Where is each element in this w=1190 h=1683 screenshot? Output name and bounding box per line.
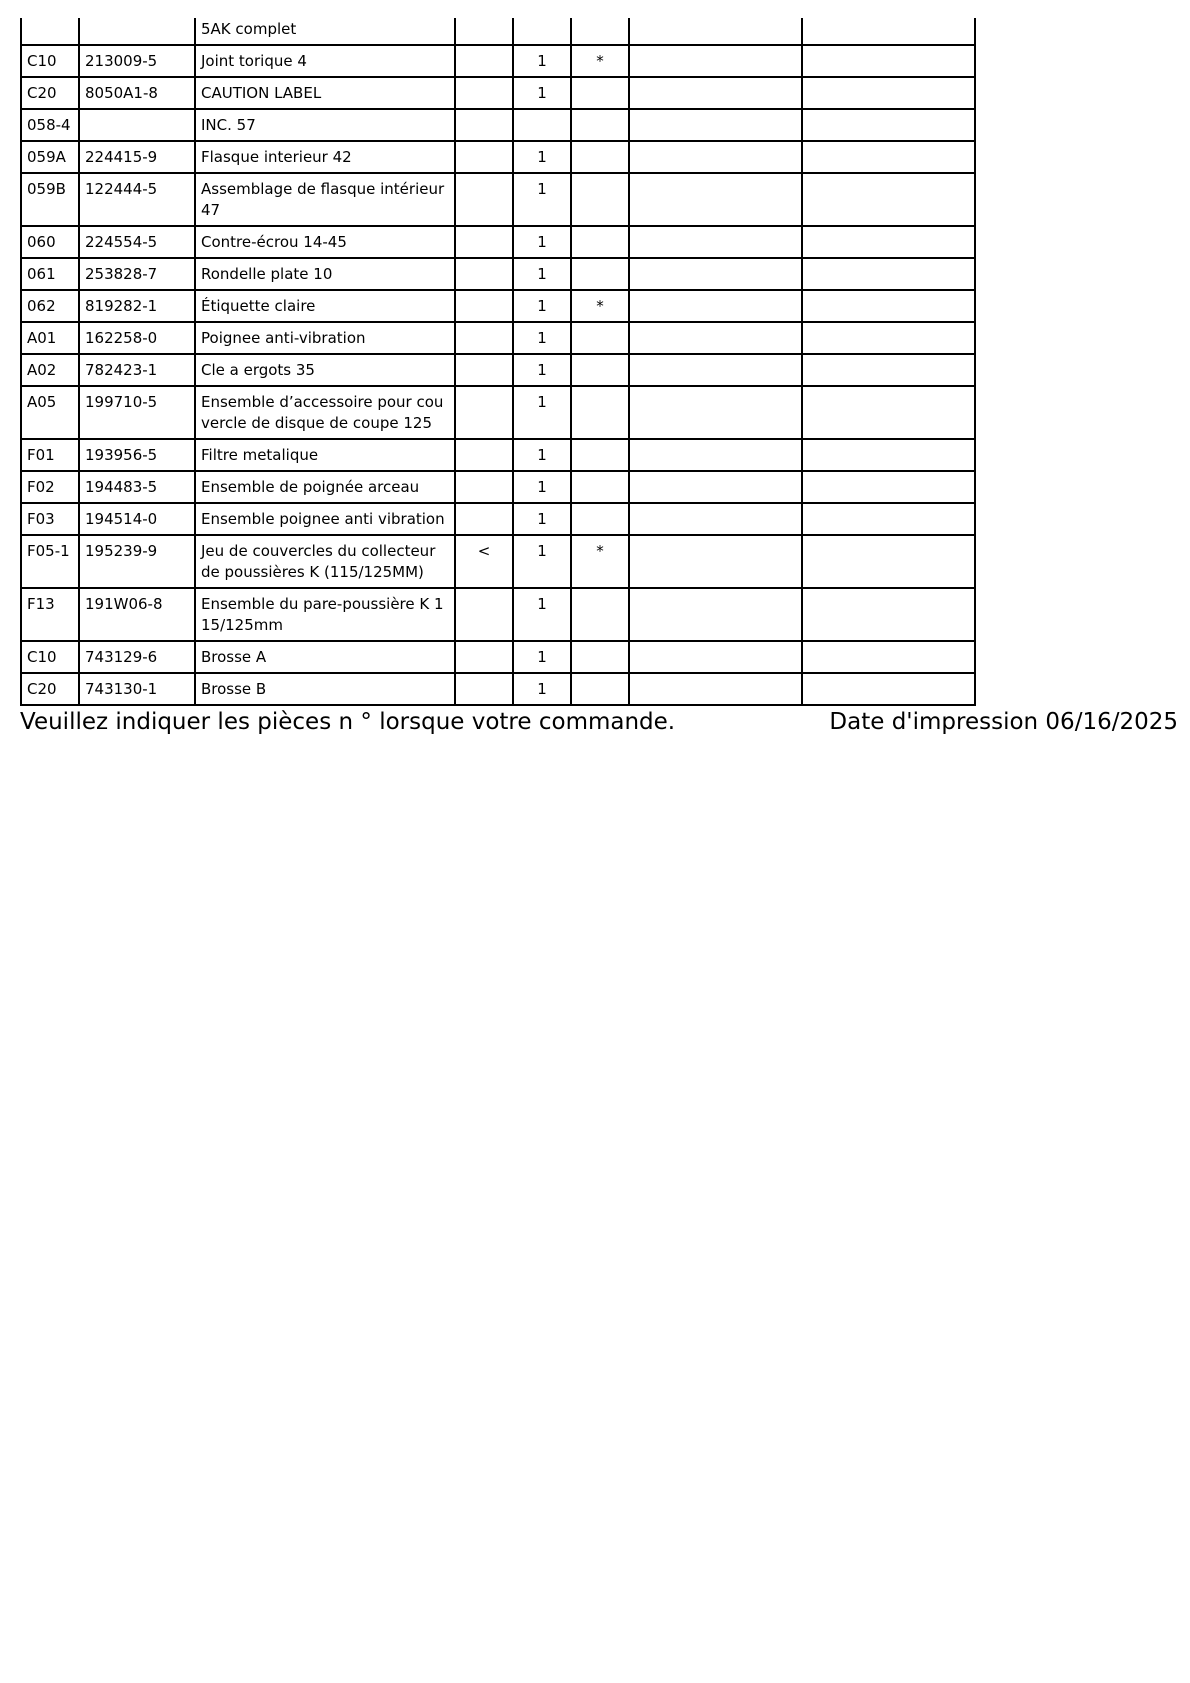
note-cell	[455, 173, 513, 226]
item-number-cell: A05	[21, 386, 79, 439]
flag-cell: *	[571, 535, 629, 588]
part-number-cell: 199710-5	[79, 386, 195, 439]
note-cell	[455, 290, 513, 322]
description-cell: Joint torique 4	[195, 45, 455, 77]
quantity-cell: 1	[513, 503, 571, 535]
description-cell: Filtre metalique	[195, 439, 455, 471]
note-cell	[455, 226, 513, 258]
description-cell: Brosse A	[195, 641, 455, 673]
note-cell	[455, 439, 513, 471]
extra-cell	[629, 77, 802, 109]
quantity-cell: 1	[513, 173, 571, 226]
flag-cell	[571, 354, 629, 386]
description-cell: Ensemble du pare-poussière K 115/125mm	[195, 588, 455, 641]
table-row	[21, 471, 975, 503]
extra-cell	[629, 322, 802, 354]
quantity-cell: 1	[513, 141, 571, 173]
flag-cell: *	[571, 45, 629, 77]
item-number-cell: 059B	[21, 173, 79, 226]
description-cell: Ensemble poignee anti vibration	[195, 503, 455, 535]
quantity-cell: 1	[513, 290, 571, 322]
quantity-cell	[513, 18, 571, 45]
extra-cell	[629, 45, 802, 77]
quantity-cell	[513, 109, 571, 141]
table-row	[21, 18, 975, 45]
table-row	[21, 141, 975, 173]
note-cell	[455, 45, 513, 77]
part-number-cell: 162258-0	[79, 322, 195, 354]
note-cell	[455, 354, 513, 386]
part-number-cell: 819282-1	[79, 290, 195, 322]
note-cell	[455, 386, 513, 439]
part-number-cell: 8050A1-8	[79, 77, 195, 109]
item-number-cell: C20	[21, 77, 79, 109]
extra-cell	[629, 641, 802, 673]
item-number-cell: A02	[21, 354, 79, 386]
note-cell	[455, 109, 513, 141]
table-row	[21, 503, 975, 535]
item-number-cell: 058-4	[21, 109, 79, 141]
table-row	[21, 535, 975, 588]
description-cell: Rondelle plate 10	[195, 258, 455, 290]
flag-cell	[571, 18, 629, 45]
order-instruction: Veuillez indiquer les pièces n ° lorsque votre commande.	[20, 709, 676, 735]
note-cell	[455, 471, 513, 503]
part-number-cell: 195239-9	[79, 535, 195, 588]
item-number-cell: F05-1	[21, 535, 79, 588]
table-row	[21, 226, 975, 258]
note-cell: <	[455, 535, 513, 588]
flag-cell	[571, 503, 629, 535]
table-row	[21, 258, 975, 290]
extra-cell	[629, 290, 802, 322]
description-cell: Brosse B	[195, 673, 455, 705]
extra-cell	[629, 471, 802, 503]
part-number-cell: 224554-5	[79, 226, 195, 258]
extra-cell	[629, 109, 802, 141]
extra-cell	[629, 173, 802, 226]
description-cell: Assemblage de flasque intérieur 47	[195, 173, 455, 226]
description-cell: 5AK complet	[195, 18, 455, 45]
table-row	[21, 290, 975, 322]
table-row	[21, 45, 975, 77]
parts-table	[20, 18, 976, 706]
quantity-cell: 1	[513, 226, 571, 258]
item-number-cell: 061	[21, 258, 79, 290]
description-cell: Étiquette claire	[195, 290, 455, 322]
item-number-cell: F03	[21, 503, 79, 535]
item-number-cell: A01	[21, 322, 79, 354]
extra-cell	[629, 386, 802, 439]
quantity-cell: 1	[513, 673, 571, 705]
extra-cell	[802, 290, 975, 322]
quantity-cell: 1	[513, 354, 571, 386]
part-number-cell: 224415-9	[79, 141, 195, 173]
extra-cell	[802, 173, 975, 226]
quantity-cell: 1	[513, 258, 571, 290]
part-number-cell: 122444-5	[79, 173, 195, 226]
extra-cell	[802, 141, 975, 173]
quantity-cell: 1	[513, 588, 571, 641]
extra-cell	[629, 354, 802, 386]
description-cell: Cle a ergots 35	[195, 354, 455, 386]
part-number-cell: 743129-6	[79, 641, 195, 673]
extra-cell	[629, 588, 802, 641]
description-cell: Poignee anti-vibration	[195, 322, 455, 354]
part-number-cell: 193956-5	[79, 439, 195, 471]
part-number-cell	[79, 109, 195, 141]
print-date: Date d'impression 06/16/2025	[829, 709, 1178, 735]
item-number-cell: F02	[21, 471, 79, 503]
note-cell	[455, 503, 513, 535]
extra-cell	[802, 226, 975, 258]
flag-cell	[571, 471, 629, 503]
description-cell: Flasque interieur 42	[195, 141, 455, 173]
item-number-cell: F01	[21, 439, 79, 471]
part-number-cell	[79, 18, 195, 45]
quantity-cell: 1	[513, 77, 571, 109]
quantity-cell: 1	[513, 386, 571, 439]
quantity-cell: 1	[513, 471, 571, 503]
extra-cell	[629, 141, 802, 173]
flag-cell	[571, 588, 629, 641]
extra-cell	[802, 258, 975, 290]
extra-cell	[802, 77, 975, 109]
description-cell: INC. 57	[195, 109, 455, 141]
flag-cell	[571, 258, 629, 290]
extra-cell	[802, 18, 975, 45]
item-number-cell: 060	[21, 226, 79, 258]
extra-cell	[629, 673, 802, 705]
extra-cell	[802, 588, 975, 641]
quantity-cell: 1	[513, 45, 571, 77]
flag-cell	[571, 673, 629, 705]
flag-cell	[571, 322, 629, 354]
part-number-cell: 194514-0	[79, 503, 195, 535]
table-row	[21, 173, 975, 226]
extra-cell	[802, 386, 975, 439]
extra-cell	[629, 535, 802, 588]
extra-cell	[629, 503, 802, 535]
table-row	[21, 673, 975, 705]
table-row	[21, 439, 975, 471]
extra-cell	[802, 641, 975, 673]
extra-cell	[802, 322, 975, 354]
part-number-cell: 253828-7	[79, 258, 195, 290]
table-row	[21, 322, 975, 354]
part-number-cell: 743130-1	[79, 673, 195, 705]
part-number-cell: 782423-1	[79, 354, 195, 386]
note-cell	[455, 322, 513, 354]
flag-cell	[571, 109, 629, 141]
extra-cell	[802, 354, 975, 386]
item-number-cell: 059A	[21, 141, 79, 173]
extra-cell	[629, 226, 802, 258]
item-number-cell	[21, 18, 79, 45]
note-cell	[455, 641, 513, 673]
table-row	[21, 588, 975, 641]
extra-cell	[802, 109, 975, 141]
flag-cell	[571, 226, 629, 258]
description-cell: Jeu de couvercles du collecteur de poussières K (115/125MM)	[195, 535, 455, 588]
table-row	[21, 641, 975, 673]
extra-cell	[802, 503, 975, 535]
extra-cell	[802, 535, 975, 588]
flag-cell	[571, 173, 629, 226]
note-cell	[455, 18, 513, 45]
flag-cell	[571, 77, 629, 109]
note-cell	[455, 77, 513, 109]
description-cell: Contre-écrou 14-45	[195, 226, 455, 258]
note-cell	[455, 673, 513, 705]
item-number-cell: 062	[21, 290, 79, 322]
quantity-cell: 1	[513, 439, 571, 471]
part-number-cell: 194483-5	[79, 471, 195, 503]
description-cell: Ensemble d’accessoire pour couvercle de disque de coupe 125	[195, 386, 455, 439]
flag-cell	[571, 386, 629, 439]
item-number-cell: F13	[21, 588, 79, 641]
description-cell: CAUTION LABEL	[195, 77, 455, 109]
quantity-cell: 1	[513, 641, 571, 673]
extra-cell	[802, 471, 975, 503]
quantity-cell: 1	[513, 535, 571, 588]
item-number-cell: C20	[21, 673, 79, 705]
extra-cell	[802, 439, 975, 471]
part-number-cell: 191W06-8	[79, 588, 195, 641]
extra-cell	[629, 18, 802, 45]
note-cell	[455, 588, 513, 641]
extra-cell	[629, 258, 802, 290]
extra-cell	[629, 439, 802, 471]
item-number-cell: C10	[21, 641, 79, 673]
description-cell: Ensemble de poignée arceau	[195, 471, 455, 503]
table-row	[21, 354, 975, 386]
parts-table-body	[21, 18, 975, 705]
note-cell	[455, 141, 513, 173]
extra-cell	[802, 673, 975, 705]
table-row	[21, 386, 975, 439]
item-number-cell: C10	[21, 45, 79, 77]
flag-cell	[571, 141, 629, 173]
quantity-cell: 1	[513, 322, 571, 354]
flag-cell: *	[571, 290, 629, 322]
note-cell	[455, 258, 513, 290]
table-row	[21, 109, 975, 141]
part-number-cell: 213009-5	[79, 45, 195, 77]
extra-cell	[802, 45, 975, 77]
flag-cell	[571, 641, 629, 673]
table-row	[21, 77, 975, 109]
flag-cell	[571, 439, 629, 471]
